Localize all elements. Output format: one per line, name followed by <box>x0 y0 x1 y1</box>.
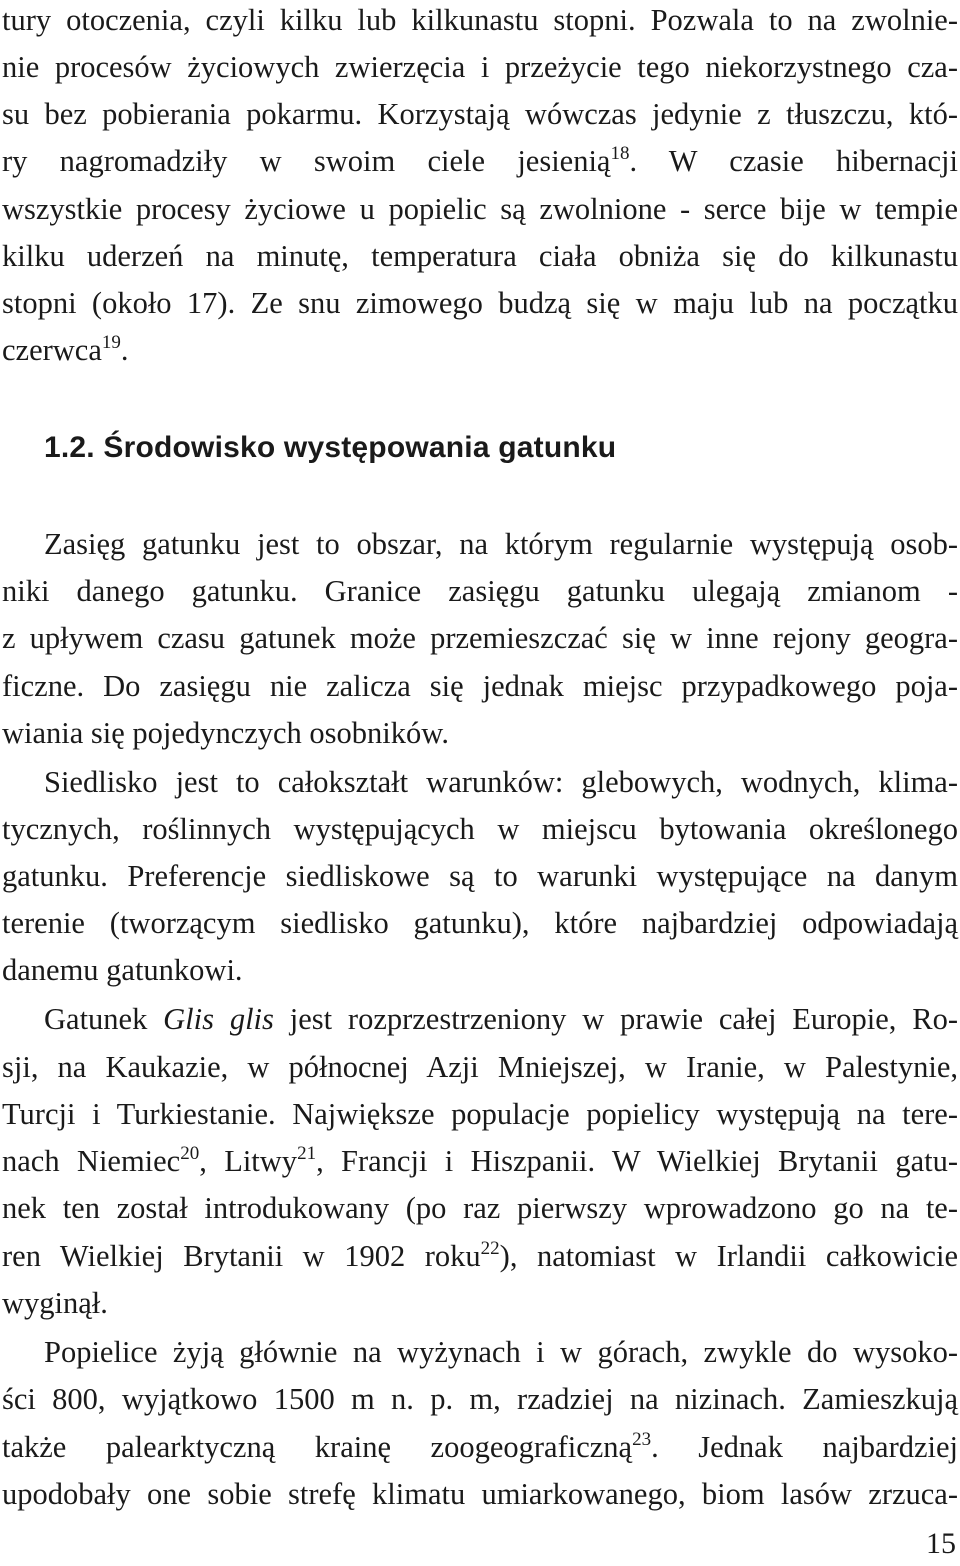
section-heading: 1.2. Środowisko występowania gatunku <box>44 431 617 464</box>
text-line: stopni (około 17). Ze snu zimowego budzą się w maju lub na początku <box>2 286 958 320</box>
text-line: nie procesów życiowych zwierzęcia i przeżycie tego niekorzystnego cza- <box>2 50 958 84</box>
text-line: upodobały one sobie strefę klimatu umiarkowanego, biom lasów zrzuca- <box>2 1477 958 1511</box>
text-line: wyginął. <box>2 1286 108 1320</box>
text-line: terenie (tworzącym siedlisko gatunku), które najbardziej odpowiadają <box>2 906 958 940</box>
text-line: tury otoczenia, czyli kilku lub kilkunastu stopni. Pozwala to na zwolnie- <box>2 3 958 37</box>
text-line: ry nagromadziły w swoim ciele jesienią$^{18}$. W czasie hibernacji <box>2 143 958 178</box>
text-line: ści 800, wyjątkowo 1500 m n. p. m, rzadziej na nizinach. Zamieszkują <box>2 1382 958 1416</box>
text-line: nek ten został introdukowany (po raz pierwszy wprowadzono go na te- <box>2 1191 958 1225</box>
text-line: ren Wielkiej Brytanii w 1902 roku$^{22}$), natomiast w Irlandii całkowicie <box>2 1238 958 1273</box>
text-line: ficzne. Do zasięgu nie zalicza się jednak miejsc przypadkowego poja- <box>2 669 958 703</box>
text-line: kilku uderzeń na minutę, temperatura ciała obniża się do kilkunastu <box>2 239 958 273</box>
text-line: także palearktyczną krainę zoogeograficzną$^{23}$. Jednak najbardziej <box>2 1429 958 1464</box>
footnote-ref: 20 <box>180 1143 200 1164</box>
text-line: wszystkie procesy życiowe u popielic są zwolnione - serce bije w tempie <box>2 192 958 226</box>
text-line: Siedlisko jest to całokształt warunków: glebowych, wodnych, klima- <box>44 765 958 799</box>
text-line: tycznych, roślinnych występujących w miejscu bytowania określonego <box>2 812 958 846</box>
species-name: Glis glis <box>163 1002 274 1036</box>
footnote-ref: 19 <box>101 332 121 353</box>
text-line: nach Niemiec$^{20}$, Litwy$^{21}$, Francji i Hiszpanii. W Wielkiej Brytanii gatu- <box>2 1143 958 1178</box>
text-line: Zasięg gatunku jest to obszar, na którym regularnie występują osob- <box>44 527 958 561</box>
text-line: Turcji i Turkiestanie. Największe populacje popielicy występują na tere- <box>2 1097 958 1131</box>
text-line: sji, na Kaukazie, w północnej Azji Mniejszej, w Iranie, w Palestynie, <box>2 1050 958 1084</box>
text-line: Gatunek Glis glis jest rozprzestrzeniony w prawie całej Europie, Ro- <box>44 1002 958 1036</box>
footnote-ref: 21 <box>297 1143 317 1164</box>
text-line: gatunku. Preferencje siedliskowe są to warunki występujące na danym <box>2 859 958 893</box>
text-line: Popielice żyją głównie na wyżynach i w górach, zwykle do wysoko- <box>44 1335 958 1369</box>
footnote-ref: 18 <box>610 143 630 164</box>
footnote-ref: 22 <box>480 1238 500 1259</box>
text-line: czerwca$^{19}$. <box>2 332 129 367</box>
text-line: z upływem czasu gatunek może przemieszczać się w inne rejony geogra- <box>2 621 958 655</box>
page-number: 15 <box>926 1527 956 1560</box>
text-line: danemu gatunkowi. <box>2 953 243 987</box>
footnote-ref: 23 <box>632 1429 652 1450</box>
text-line: wiania się pojedynczych osobników. <box>2 716 449 750</box>
text-line: niki danego gatunku. Granice zasięgu gatunku ulegają zmianom - <box>2 574 958 608</box>
text-line: su bez pobierania pokarmu. Korzystają wówczas jedynie z tłuszczu, któ- <box>2 97 958 131</box>
